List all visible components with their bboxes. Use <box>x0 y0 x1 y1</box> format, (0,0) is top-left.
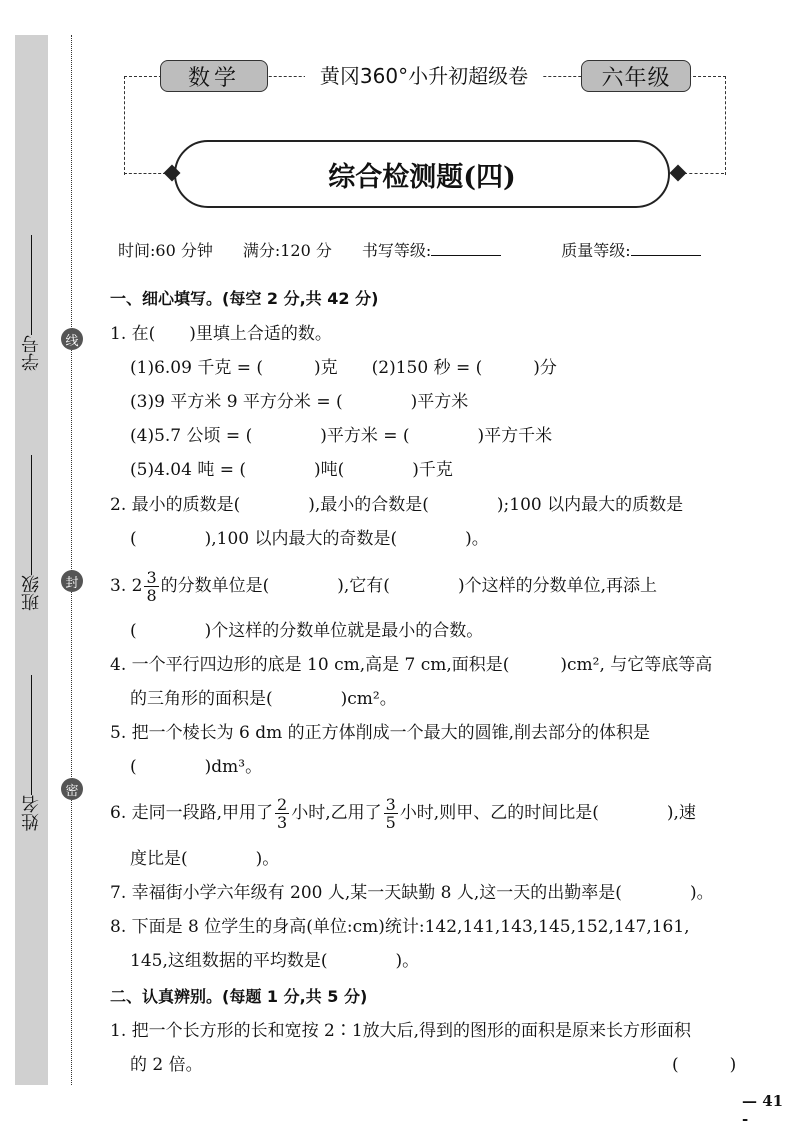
question-6-fraction-1 <box>275 796 289 831</box>
question-5-line-2: ( )dm³。 <box>130 757 263 777</box>
question-1-part-5: (5)4.04 吨 = ( )吨( )千克 <box>130 460 453 480</box>
question-3-line-1 <box>110 568 657 604</box>
fraction-numerator: 3 <box>146 568 157 587</box>
full-score: 满分:120 分 <box>242 241 332 260</box>
page-number: — 41 - <box>742 1092 784 1128</box>
class-label: 班级 <box>20 575 42 611</box>
question-1-part-1-2: (1)6.09 千克 = ( )克 (2)150 秒 = ( )分 <box>130 358 557 378</box>
student-id-line <box>31 235 32 335</box>
writing-grade-label: 书写等级: <box>361 241 432 260</box>
binding-strip <box>15 35 48 1085</box>
series-title: 黄冈360°小升初超级卷 <box>305 62 543 90</box>
judge-1-answer-box[interactable]: ( ) <box>672 1055 737 1075</box>
quality-grade <box>561 238 730 261</box>
student-id-field <box>15 235 48 371</box>
exam-title: 综合检测题(四) <box>174 140 670 208</box>
seal-seal-mark: 封 <box>61 570 83 592</box>
class-field <box>15 455 48 611</box>
class-line <box>31 455 32 575</box>
question-3-line-2: ( )个这样的分数单位就是最小的合数。 <box>130 621 484 641</box>
binding-cut-line <box>71 35 72 1085</box>
judge-1-line-1: 1. 把一个长方形的长和宽按 2∶1放大后,得到的图形的面积是原来长方形面积 <box>110 1021 692 1041</box>
seal-secret-mark: 密 <box>61 778 83 800</box>
name-label: 姓名 <box>20 795 42 831</box>
name-line <box>31 675 32 795</box>
quality-grade-label: 质量等级: <box>561 241 631 260</box>
fraction-numerator: 3 <box>385 795 396 814</box>
writing-grade <box>362 238 531 261</box>
question-8-line-1: 8. 下面是 8 位学生的身高(单位:cm)统计:142,141,143,145,152,147,161, <box>110 917 690 937</box>
question-6-fraction-2 <box>384 796 398 831</box>
question-4-line-1: 4. 一个平行四边形的底是 10 cm,高是 7 cm,面积是( )cm², 与它等底等高 <box>110 655 713 675</box>
writing-grade-blank[interactable] <box>431 241 501 256</box>
subject-badge: 数学 <box>160 60 268 92</box>
question-3-text: 的分数单位是( ),它有( )个这样的分数单位,再添上 <box>160 576 657 596</box>
section-2-heading: 二、认真辨别。(每题 1 分,共 5 分) <box>110 987 368 1006</box>
question-7: 7. 幸福街小学六年级有 200 人,某一天缺勤 8 人,这一天的出勤率是( )。 <box>110 883 714 903</box>
question-8-line-2: 145,这组数据的平均数是( )。 <box>130 951 420 971</box>
grade-badge: 六年级 <box>581 60 691 92</box>
question-4-line-2: 的三角形的面积是( )cm²。 <box>130 689 397 709</box>
fraction-denominator: 8 <box>146 586 157 605</box>
student-id-label: 学号 <box>20 335 42 371</box>
question-6-text-c: 小时,则甲、乙的时间比是( ),速 <box>399 803 696 823</box>
time-limit: 时间:60 分钟 <box>118 241 213 260</box>
question-3-number: 3. <box>110 576 132 596</box>
question-6-line-1 <box>110 795 696 831</box>
name-field <box>15 675 48 831</box>
fraction-numerator: 2 <box>277 795 288 814</box>
question-1: 1. 在( )里填上合适的数。 <box>110 324 332 344</box>
fraction-denominator: 3 <box>277 813 288 832</box>
question-2-line-1: 2. 最小的质数是( ),最小的合数是( );100 以内最大的质数是 <box>110 495 684 515</box>
question-6-text-a: 6. 走同一段路,甲用了 <box>110 803 274 823</box>
question-6-text-b: 小时,乙用了 <box>291 803 382 823</box>
title-left-connector <box>124 173 166 174</box>
quality-grade-blank[interactable] <box>631 241 701 256</box>
question-3-fraction <box>144 569 158 604</box>
section-1-heading: 一、细心填写。(每空 2 分,共 42 分) <box>110 289 379 308</box>
seal-line-mark: 线 <box>61 328 83 350</box>
fraction-denominator: 5 <box>385 813 396 832</box>
question-3-whole: 2 <box>131 576 143 596</box>
question-1-part-4: (4)5.7 公顷 = ( )平方米 = ( )平方千米 <box>130 426 553 446</box>
question-1-part-3: (3)9 平方米 9 平方分米 = ( )平方米 <box>130 392 469 412</box>
title-right-connector <box>684 173 724 174</box>
question-5-line-1: 5. 把一个棱长为 6 dm 的正方体削成一个最大的圆锥,削去部分的体积是 <box>110 723 651 743</box>
question-2-line-2: ( ),100 以内最大的奇数是( )。 <box>130 529 489 549</box>
judge-1-line-2: 的 2 倍。 <box>130 1055 203 1075</box>
exam-meta <box>118 238 761 261</box>
question-6-line-2: 度比是( )。 <box>130 849 280 869</box>
